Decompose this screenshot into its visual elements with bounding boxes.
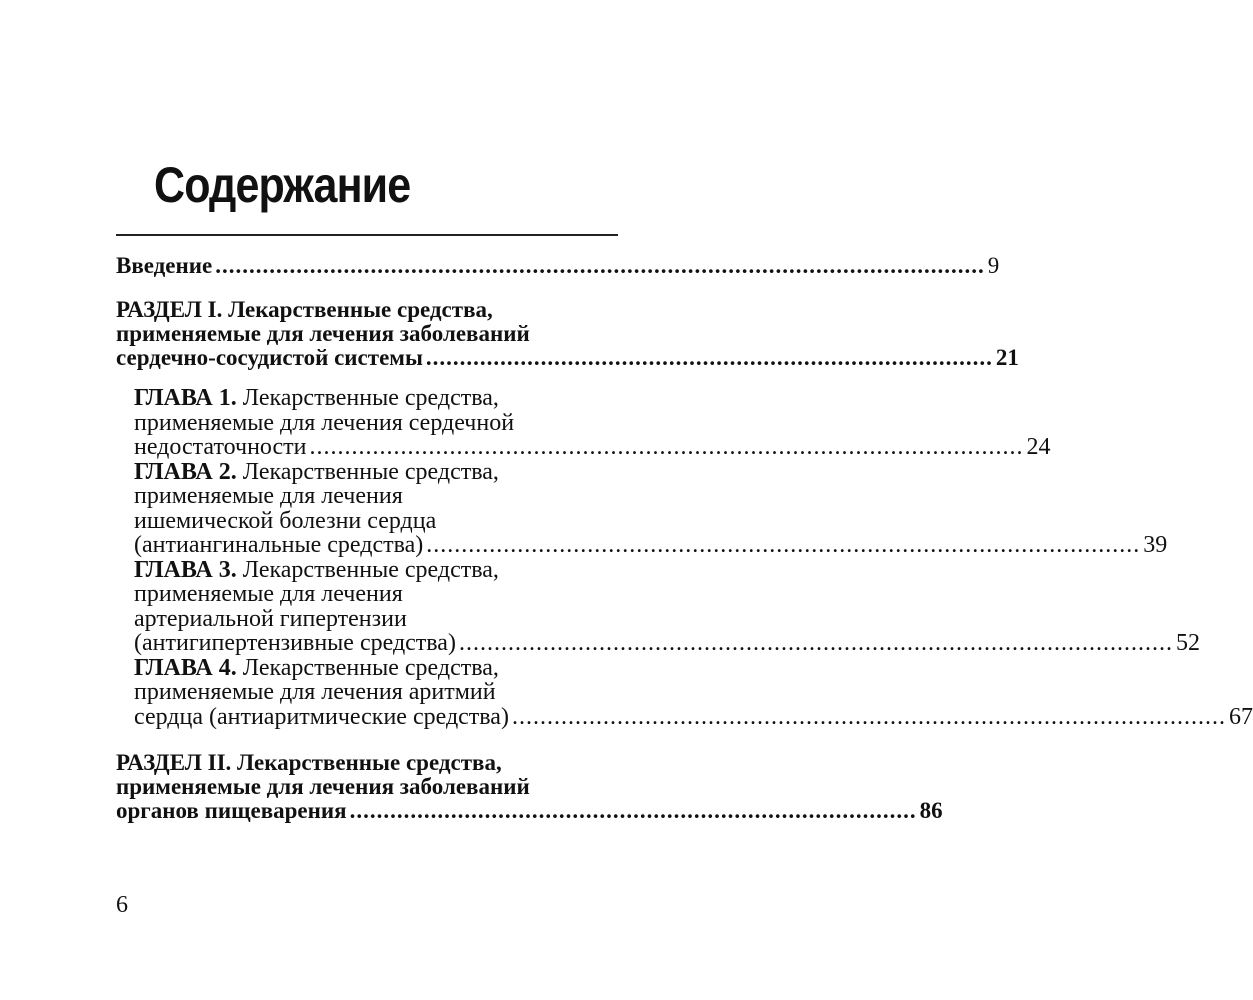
toc-entry-line: применяемые для лечения	[134, 581, 403, 607]
page-title: Содержание	[154, 157, 411, 213]
toc-entry-chapter-3[interactable]	[116, 556, 1200, 656]
toc-entry-line: применяемые для лечения аритмий	[134, 679, 496, 705]
toc-entry-line: Лекарственные средства,	[236, 556, 499, 583]
dot-leader: ......................................................................................................	[426, 532, 1141, 558]
toc-entry-line: Лекарственные средства,	[236, 385, 499, 411]
toc-entry-line: (антиангинальные средства)	[134, 532, 424, 558]
toc-entry-page: 52	[1175, 630, 1200, 656]
toc-entry-page: 21	[995, 345, 1019, 370]
chapter-prefix: ГЛАВА 2.	[134, 458, 237, 485]
toc-entry-line: применяемые для лечения	[134, 483, 403, 509]
toc-entry-line: недостаточности	[134, 434, 307, 460]
dot-leader: ......................................................................................................	[458, 630, 1173, 656]
toc-entry-section-1[interactable]	[116, 297, 1019, 370]
toc-entry-chapter-2[interactable]	[116, 458, 1168, 558]
toc-entry-line: Лекарственные средства,	[236, 654, 499, 681]
toc-entry-page: 24	[1026, 434, 1051, 460]
toc-entry-line: ишемической болезни сердца	[134, 507, 437, 534]
toc-entry-line: сердечно-сосудистой системы	[116, 345, 423, 370]
dot-leader: ......................................................................................................	[309, 434, 1024, 460]
dot-leader: ......................................................................................................	[511, 703, 1226, 730]
toc-entry-page: 9	[987, 253, 1000, 278]
dot-leader: ....................................................................................	[425, 345, 993, 370]
table-of-contents	[116, 250, 1253, 823]
toc-entry-line: Лекарственные средства,	[236, 458, 499, 485]
toc-entry-chapter-4[interactable]	[116, 654, 1253, 730]
toc-entry-section-2[interactable]	[116, 750, 943, 823]
toc-entry-line: РАЗДЕЛ I. Лекарственные средства,	[116, 297, 493, 322]
page-number: 6	[116, 892, 128, 918]
title-rule	[116, 234, 618, 236]
chapter-prefix: ГЛАВА 1.	[134, 385, 237, 411]
toc-entry-page: 86	[919, 798, 943, 823]
toc-entry-line: сердца (антиаритмические средства)	[134, 703, 509, 730]
dot-leader: ....................................................................................	[349, 798, 917, 823]
toc-entry-page: 39	[1143, 532, 1168, 558]
toc-entry-line: РАЗДЕЛ II. Лекарственные средства,	[116, 750, 502, 775]
toc-entry-introduction[interactable]	[116, 253, 1000, 278]
toc-entry-line: применяемые для лечения заболеваний	[116, 321, 530, 346]
chapter-prefix: ГЛАВА 3.	[134, 556, 237, 583]
toc-entry-line: применяемые для лечения сердечной	[134, 409, 515, 436]
chapter-prefix: ГЛАВА 4.	[134, 654, 237, 681]
toc-entry-label: Введение	[116, 253, 213, 278]
toc-entry-line: применяемые для лечения заболеваний	[116, 774, 530, 799]
toc-entry-line: органов пищеварения	[116, 798, 347, 823]
chapter-list	[116, 385, 1253, 730]
dot-leader: ..................................................................................................................	[215, 253, 985, 278]
toc-entry-line: (антигипертензивные средства)	[134, 630, 456, 656]
toc-entry-page: 67	[1228, 703, 1253, 730]
toc-entry-chapter-1[interactable]	[116, 385, 1051, 460]
toc-entry-line: артериальной гипертензии	[134, 605, 407, 632]
